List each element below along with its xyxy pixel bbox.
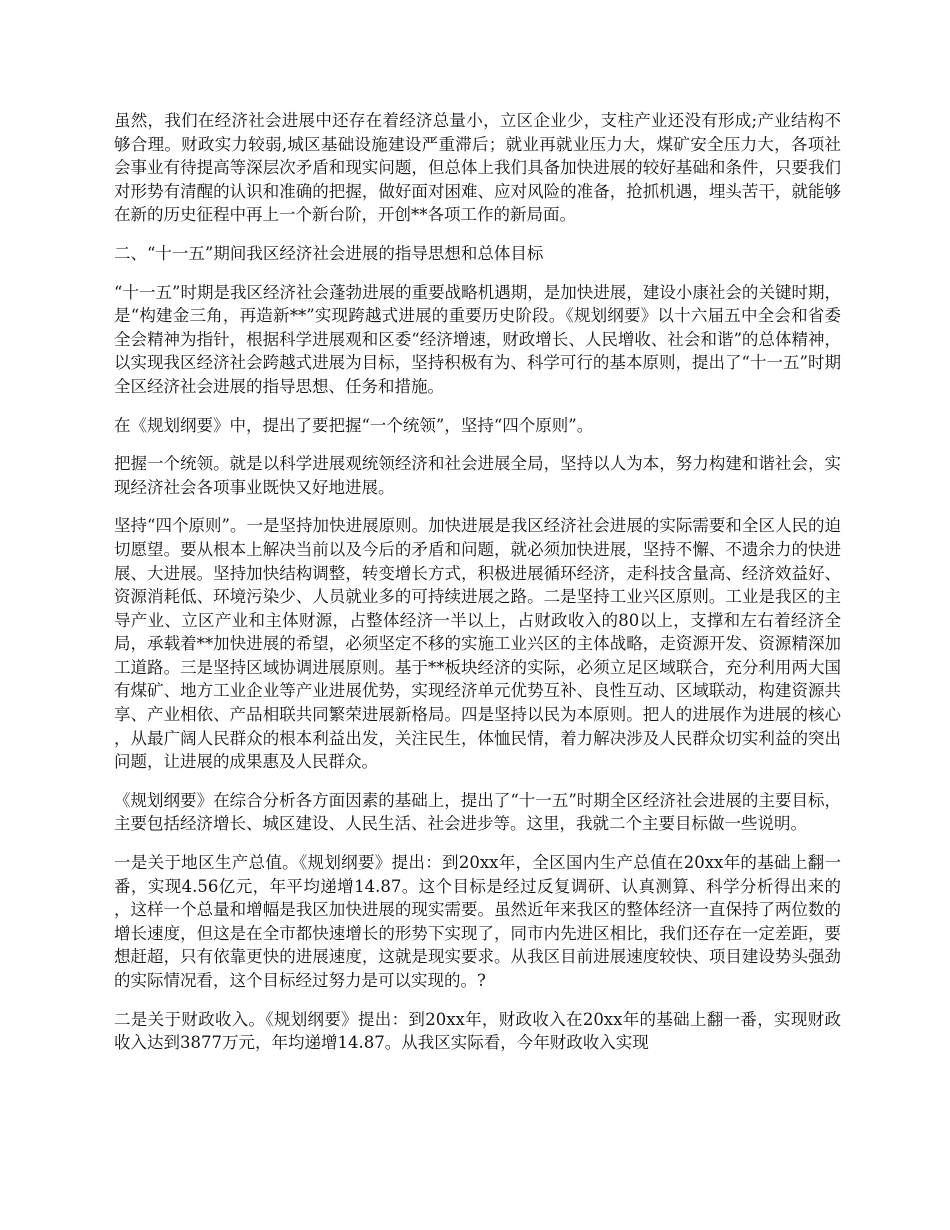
section-heading-guiding-thought: 二、“十一五”期间我区经济社会进展的指导思想和总体目标	[114, 243, 544, 263]
paragraph-main-targets: 《规划纲要》在综合分析各方面因素的基础上，提出了“十一五”时期全区经济社会进展的主要目标，主要包括经济增长、城区建设、人民生活、社会进步等。这里，我就二个主要目标做一些说明。	[114, 790, 841, 834]
paragraph-four-principles: 坚持“四个原则”。一是坚持加快进展原则。加快进展是我区经济社会进展的实际需要和全区人民的迫切愿望。要从根本上解决当前以及今后的矛盾和问题，就必须加快进展，坚持不懈、不遗余力的快进展、大进展。坚持加快结构调整，转变增长方式，积极进展循环经济，走科技含量高、经济效益好、资源消耗低、环境污染少、人员就业多的可持续进展之路。二是坚持工业兴区原则。工业是我区的主导产业、立区产业和主体财源，占整体经济一半以上，占财政收入的80以上，支撑和左右着经济全局，承载着**加快进展的希望，必须坚定不移的实施工业兴区的主体战略，走资源开发、资源精深加工道路。三是坚持区域协调进展原则。基于**板块经济的实际，必须立足区域联合，充分利用两大国有煤矿、地方工业企业等产业进展优势，实现经济单元优势互补、良性互动、区域联动，构建资源共享、产业相依、产品相联共同繁荣进展新格局。四是坚持以民为本原则。把人的进展作为进展的核心，从最广阔人民群众的根本利益出发，关注民生，体恤民情，着力解决涉及人民群众切实利益的突出问题，让进展的成果惠及人民群众。	[114, 516, 841, 772]
paragraph-strategic-period: “十一五”时期是我区经济社会蓬勃进展的重要战略机遇期，是加快进展，建设小康社会的关键时期，是“构建金三角，再造新**”实现跨越式进展的重要历史阶段。《规划纲要》以十六届五中全会和省委全会精神为指针，根据科学进展观和区委“经济增速，财政增长、人民增收、社会和谐”的总体精神，以实现我区经济社会跨越式进展为目标，坚持积极有为、科学可行的基本原则，提出了“十一五”时期全区经济社会进展的指导思想、任务和措施。	[114, 282, 841, 396]
paragraph-challenges: 虽然，我们在经济社会进展中还存在着经济总量小，立区企业少，支柱产业还没有形成;产业结构不够合理。财政实力较弱,城区基础设施建设严重滞后；就业再就业压力大，煤矿安全压力大，各项社会事业有待提高等深层次矛盾和现实问题，但总体上我们具备加快进展的较好基础和条件，只要我们对形势有清醒的认识和准确的把握，做好面对困难、应对风险的准备，抢抓机遇，埋头苦干，就能够在新的历史征程中再上一个新台阶，开创**各项工作的新局面。	[114, 111, 841, 225]
document-page	[114, 109, 841, 1070]
paragraph-gdp-target: 一是关于地区生产总值。《规划纲要》提出：到20xx年，全区国内生产总值在20xx年的基础上翻一番，实现4.56亿元，年平均递增14.87。这个目标是经过反复调研、认真测算、科学分析得出来的，这样一个总量和增幅是我区加快进展的现实需要。虽然近年来我区的整体经济一直保持了两位数的增长速度，但这是在全市都快速增长的形势下实现了，同市内先进区相比，我们还存在一定差距，要想赶超，只有依靠更快的进展速度，这就是现实要求。从我区目前进展速度较快、项目建设势头强劲的实际情况看，这个目标经过努力是可以实现的。?	[114, 853, 841, 990]
paragraph-one-lead: 把握一个统领。就是以科学进展观统领经济和社会进展全局，坚持以人为本，努力构建和谐社会，实现经济社会各项事业既快又好地进展。	[114, 454, 841, 497]
paragraph-one-lead-four-principles: 在《规划纲要》中，提出了要把握“一个统领”，坚持“四个原则”。	[114, 415, 594, 435]
paragraph-fiscal-revenue: 二是关于财政收入。《规划纲要》提出：到20xx年，财政收入在20xx年的基础上翻一番，实现财政收入达到3877万元，年均递增14.87。从我区实际看，今年财政收入实现	[114, 1009, 841, 1053]
